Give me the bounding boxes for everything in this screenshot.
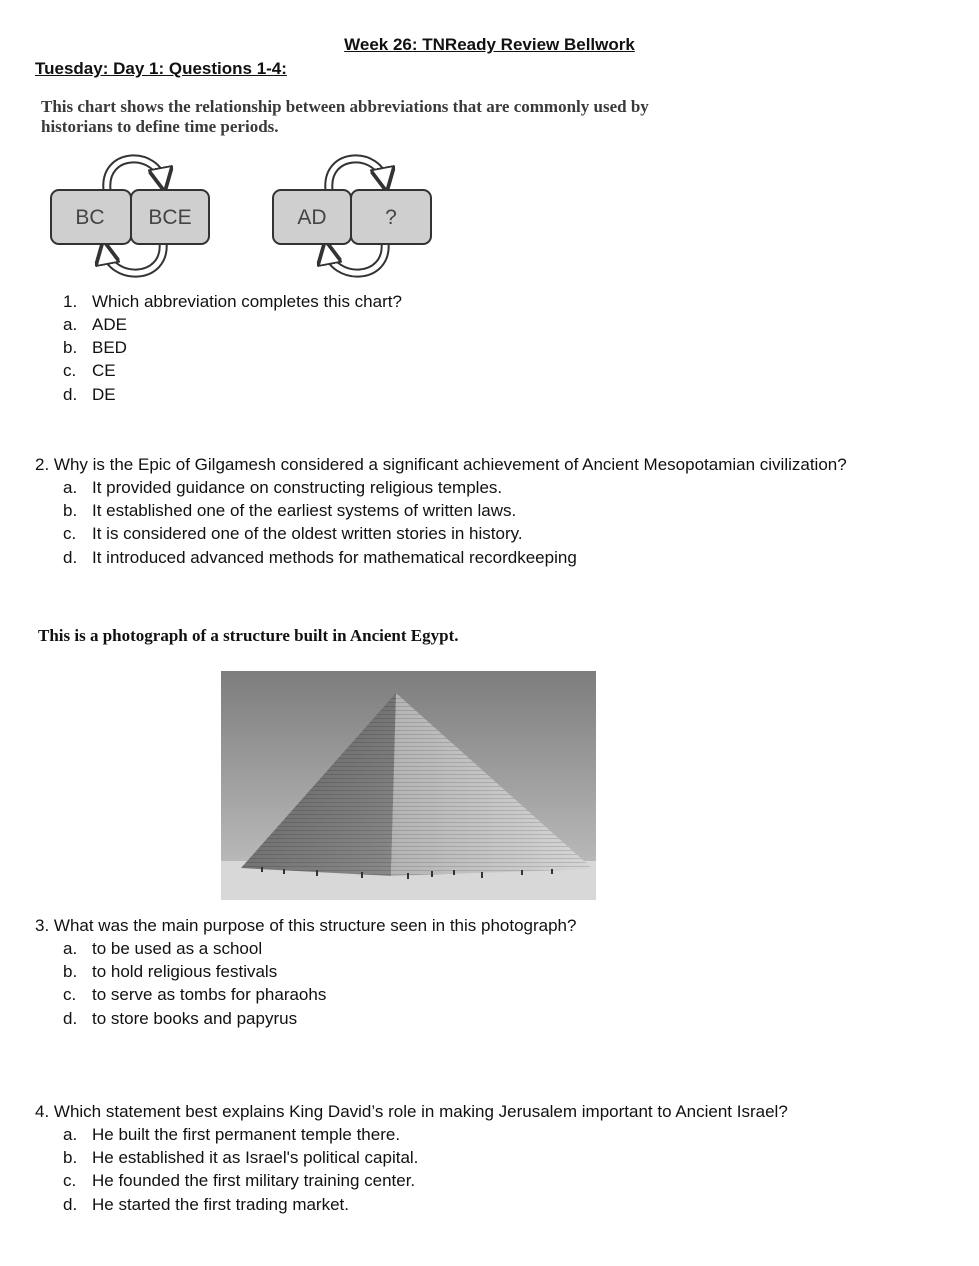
question-1-option-c[interactable]: [35, 359, 935, 382]
option-letter: b.: [63, 338, 78, 358]
question-1-number: 1.: [63, 292, 78, 311]
option-letter: a.: [63, 315, 78, 334]
question-1-stem: Which abbreviation completes this chart?: [92, 292, 402, 311]
right-top-arc: [329, 159, 385, 190]
option-letter: b.: [63, 1148, 78, 1168]
option-text: to serve as tombs for pharaohs: [92, 985, 327, 1005]
label-ad: AD: [297, 206, 327, 229]
option-letter: d.: [63, 1008, 78, 1028]
question-4-stem: 4. Which statement best explains King David’s role in making Jerusalem important to Ancient Israel?: [35, 1102, 788, 1121]
left-pair-group: [51, 159, 209, 273]
question-1: [35, 290, 935, 406]
question-3-option-c[interactable]: [35, 983, 935, 1006]
option-letter: c.: [63, 524, 77, 544]
question-2: [35, 453, 955, 569]
question-2-stem: 2. Why is the Epic of Gilgamesh considered a significant achievement of Ancient Mesopotamian civilization?: [35, 455, 847, 474]
option-letter: c.: [63, 985, 77, 1005]
pyramid-photograph: [221, 671, 596, 900]
option-text: to be used as a school: [92, 939, 263, 958]
question-1-option-d[interactable]: [35, 383, 935, 406]
right-pair-group: [273, 159, 431, 273]
option-text: to store books and papyrus: [92, 1008, 298, 1028]
question-2-option-b[interactable]: [35, 499, 955, 522]
option-text: He established it as Israel's political capital.: [92, 1148, 419, 1168]
option-text: It is considered one of the oldest written stories in history.: [92, 524, 523, 544]
abbreviation-chart: [45, 150, 440, 280]
question-3-option-a[interactable]: [35, 937, 935, 960]
option-text: It provided guidance on constructing religious temples.: [92, 478, 503, 497]
chart-caption: [41, 97, 649, 137]
option-text: It introduced advanced methods for mathematical recordkeeping: [92, 547, 577, 567]
label-bc: BC: [75, 206, 105, 229]
question-1-option-a[interactable]: [35, 313, 935, 336]
question-4-option-c[interactable]: [35, 1169, 955, 1192]
section-subtitle: Tuesday: Day 1: Questions 1-4:: [35, 59, 287, 78]
right-bottom-arc: [327, 242, 385, 273]
question-2-option-a[interactable]: [35, 476, 955, 499]
question-3-stem: 3. What was the main purpose of this structure seen in this photograph?: [35, 916, 577, 935]
question-4-option-b[interactable]: [35, 1146, 955, 1169]
question-3-option-d[interactable]: [35, 1007, 935, 1030]
chart-caption-line-2: historians to define time periods.: [41, 117, 279, 136]
option-text: BED: [92, 338, 127, 358]
option-letter: b.: [63, 501, 78, 521]
option-text: He founded the first military training center.: [92, 1171, 416, 1191]
option-letter: d.: [63, 547, 78, 567]
option-text: CE: [92, 361, 116, 381]
label-bce: BCE: [148, 206, 192, 229]
option-letter: a.: [63, 939, 78, 958]
question-2-option-d[interactable]: [35, 546, 955, 569]
question-1-stem-row: [35, 290, 935, 313]
photo-caption: This is a photograph of a structure built in Ancient Egypt.: [38, 626, 459, 645]
chart-caption-line-1: This chart shows the relationship between abbreviations that are commonly used by: [41, 97, 649, 116]
option-text: It established one of the earliest systems of written laws.: [92, 501, 517, 521]
question-4-option-a[interactable]: [35, 1123, 955, 1146]
option-letter: d.: [63, 1194, 78, 1214]
question-2-option-c[interactable]: [35, 522, 955, 545]
option-text: to hold religious festivals: [92, 962, 278, 982]
label-question-mark: ?: [385, 206, 397, 229]
question-3-option-b[interactable]: [35, 960, 935, 983]
question-4-option-d[interactable]: [35, 1193, 955, 1216]
question-3: [35, 914, 935, 1030]
option-text: DE: [92, 384, 116, 404]
question-4: [35, 1100, 955, 1216]
page-title: Week 26: TNReady Review Bellwork: [344, 35, 635, 54]
option-text: He started the first trading market.: [92, 1194, 349, 1214]
option-letter: c.: [63, 1171, 77, 1191]
question-1-option-b[interactable]: [35, 336, 935, 359]
option-letter: a.: [63, 1125, 78, 1144]
option-text: ADE: [92, 315, 127, 334]
left-bottom-arc: [105, 242, 163, 273]
option-letter: b.: [63, 962, 78, 982]
option-letter: a.: [63, 478, 78, 497]
option-letter: c.: [63, 361, 77, 381]
option-text: He built the first permanent temple there.: [92, 1125, 401, 1144]
left-top-arc: [107, 159, 163, 190]
option-letter: d.: [63, 384, 78, 404]
